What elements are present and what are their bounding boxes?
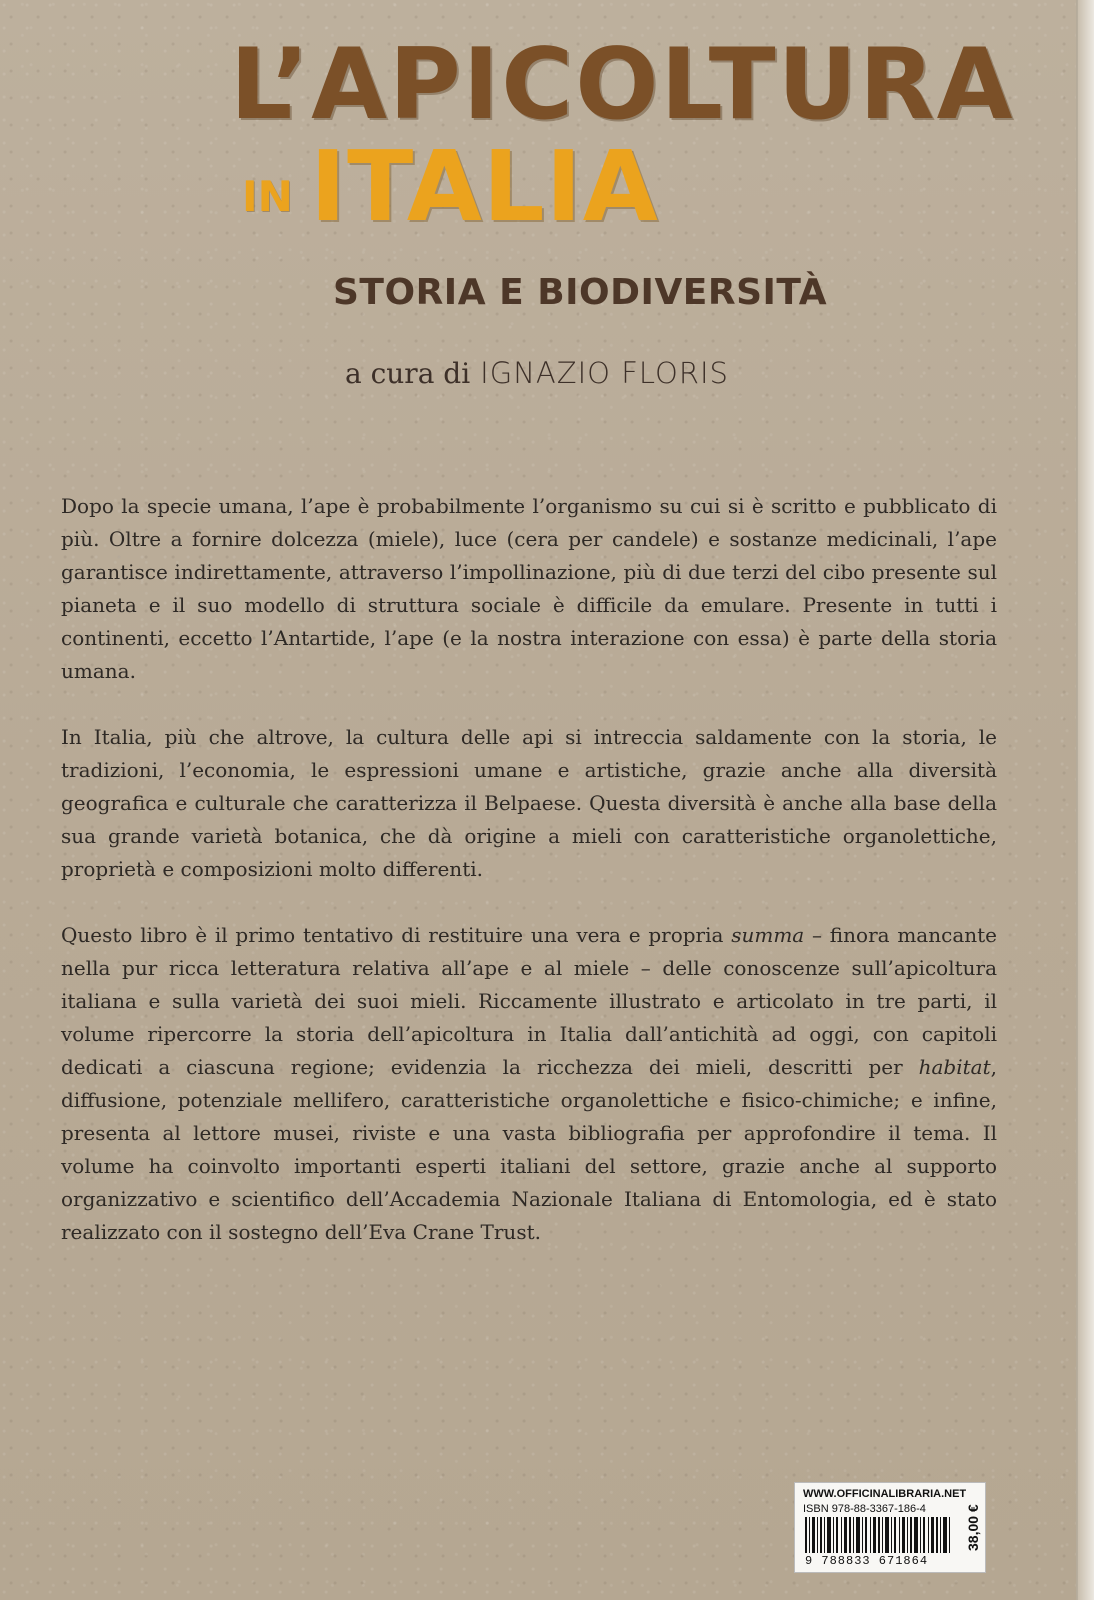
editor-name: IGNAZIO FLORIS [480,356,729,390]
book-title-in: IN [242,172,293,221]
book-price: 38,00 € [965,1504,981,1552]
barcode-number: 9 788833 671864 [805,1554,929,1568]
back-cover-description [61,490,997,1249]
editor-credit [345,356,729,390]
paragraph-3-part-1: Questo libro è il primo tentativo di restituire una vera e propria [61,923,732,947]
cover-edge [1076,0,1094,1600]
description-paragraph-3 [61,919,997,1249]
isbn-number: ISBN 978-88-3367-186-4 [803,1503,926,1515]
book-title-top: L’APICOLTURA [230,28,1015,142]
habitat-emphasis: habitat [918,1055,991,1079]
book-subtitle: STORIA E BIODIVERSITÀ [333,272,828,313]
barcode-label [794,1482,986,1573]
publisher-website: WWW.OFFICINALIBRARIA.NET [803,1488,967,1500]
summa-emphasis: summa [731,923,805,947]
paragraph-3-part-3: , diffusione, potenziale mellifero, caratteristiche organolettiche e fisico-chimiche; e infine, presenta al lettore musei, riviste e una vasta bibliografia per approfondire il tema. Il volume ha coinvolto importanti esperti italiani del settore, grazie anche al supporto organizzativo e scientifico dell’Accademia Nazionale Italiana di Entomologia, ed è stato realizzato con il sostegno dell’Eva Crane Trust. [61,1055,997,1244]
description-paragraph-2: In Italia, più che altrove, la cultura delle api si intreccia saldamente con la storia, le tradizioni, l’economia, le espressioni umane e artistiche, grazie anche alla diversità geografica e culturale che caratterizza il Belpaese. Questa diversità è anche alla base della sua grande varietà botanica, che dà origine a mieli con caratteristiche organolettiche, proprietà e composizioni molto differenti. [61,725,997,881]
barcode-bars [805,1517,950,1553]
editor-prefix: a cura di [345,357,471,390]
paragraph-3-part-2: – finora mancante nella pur ricca letteratura relativa all’ape e al miele – delle conoscenze sull’apicoltura italiana e sulla varietà dei suoi mieli. Riccamente illustrato e articolato in tre parti, il volume ripercorre la storia dell’apicoltura in Italia dall’antichità ad oggi, con capitoli dedicati a ciascuna regione; evidenzia la ricchezza dei mieli, descritti per [61,923,997,1079]
description-paragraph-1: Dopo la specie umana, l’ape è probabilmente l’organismo su cui si è scritto e pubblicato di più. Oltre a fornire dolcezza (miele), luce (cera per candele) e sostanze medicinali, l’ape garantisce indirettamente, attraverso l’impollinazione, più di due terzi del cibo presente sul pianeta e il suo modello di struttura sociale è difficile da emulare. Presente in tutti i continenti, eccetto l’Antartide, l’ape (e la nostra interazione con essa) è parte della storia umana. [61,494,997,683]
book-title-main: ITALIA [310,130,659,243]
